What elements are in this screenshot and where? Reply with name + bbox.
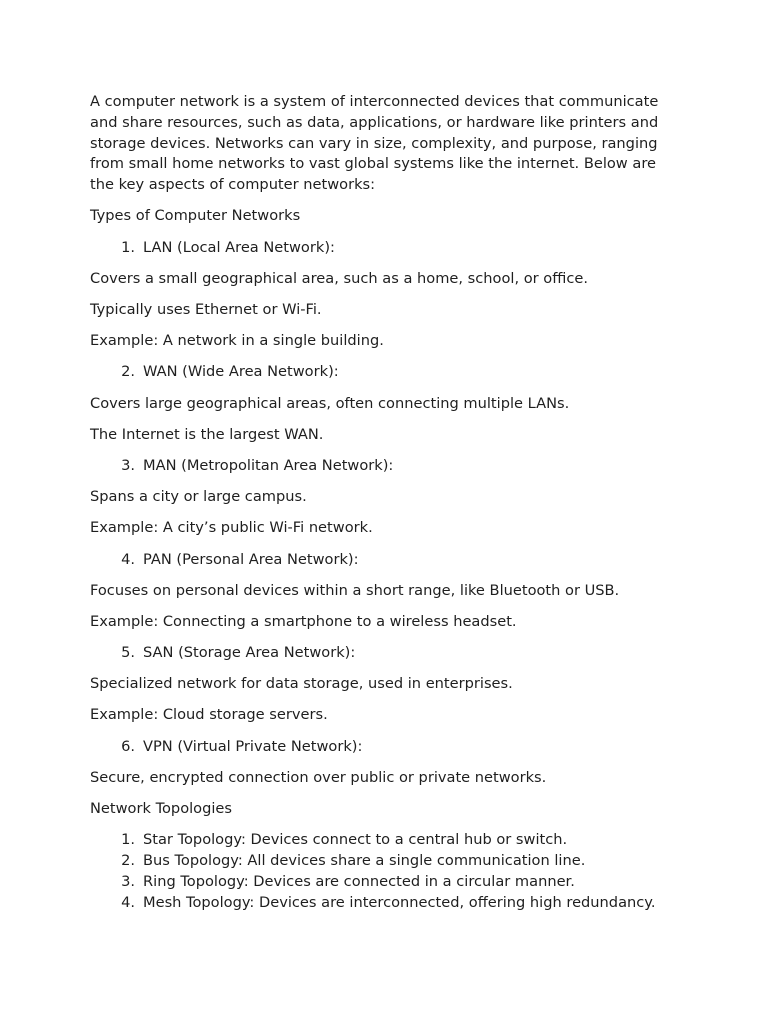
list-number: 3.	[121, 456, 135, 474]
type-detail: Covers large geographical areas, often connecting multiple LANs.	[90, 394, 570, 412]
type-title: WAN (Wide Area Network):	[143, 363, 339, 381]
type-item-san	[90, 643, 682, 674]
type-title: SAN (Storage Area Network):	[143, 644, 356, 662]
intro-paragraph: A computer network is a system of interconnected devices that communicate and share resources, such as data, applications, or hardware like printers and storage devices. Networks can vary in size, complexity, and purpose, ranging from small home networks to vast global systems like the internet. Below are the key aspects of computer networks:	[90, 93, 659, 194]
type-title: MAN (Metropolitan Area Network):	[143, 456, 394, 474]
list-number: 4.	[121, 893, 135, 911]
list-number: 4.	[121, 550, 135, 568]
topology-text: Ring Topology: Devices are connected in a circular manner.	[143, 872, 575, 890]
type-title: LAN (Local Area Network):	[143, 238, 335, 256]
list-number: 1.	[121, 831, 135, 849]
type-detail: Example: A network in a single building.	[90, 332, 384, 350]
list-number: 2.	[121, 852, 135, 870]
topology-text: Star Topology: Devices connect to a central hub or switch.	[143, 831, 568, 849]
type-detail: Example: Connecting a smartphone to a wireless headset.	[90, 612, 517, 630]
type-detail: Example: Cloud storage servers.	[90, 706, 328, 724]
type-detail: Secure, encrypted connection over public or private networks.	[90, 768, 547, 786]
topology-text: Mesh Topology: Devices are interconnected, offering high redundancy.	[143, 893, 656, 911]
topology-text: Bus Topology: All devices share a single communication line.	[143, 852, 586, 870]
types-heading: Types of Computer Networks	[90, 207, 301, 225]
list-number: 5.	[121, 644, 135, 662]
list-number: 3.	[121, 872, 135, 890]
list-number: 1.	[121, 238, 135, 256]
type-title: PAN (Personal Area Network):	[143, 550, 359, 568]
type-title: VPN (Virtual Private Network):	[143, 737, 363, 755]
type-detail: The Internet is the largest WAN.	[90, 425, 324, 443]
topologies-heading: Network Topologies	[90, 800, 233, 818]
list-item	[90, 872, 682, 893]
list-number: 6.	[121, 737, 135, 755]
type-item-man	[90, 456, 682, 487]
list-number: 2.	[121, 363, 135, 381]
type-item-wan	[90, 362, 682, 393]
type-detail: Specialized network for data storage, used in enterprises.	[90, 675, 513, 693]
type-item-vpn	[90, 737, 682, 768]
type-item-pan	[90, 550, 682, 581]
type-detail: Typically uses Ethernet or Wi-Fi.	[90, 301, 322, 319]
type-detail: Covers a small geographical area, such as a home, school, or office.	[90, 269, 588, 287]
document-page	[90, 92, 682, 913]
list-item	[90, 851, 682, 872]
type-detail: Spans a city or large campus.	[90, 488, 307, 506]
list-item	[90, 830, 682, 851]
topologies-list	[90, 830, 682, 913]
list-item	[90, 893, 682, 914]
type-detail: Example: A city’s public Wi-Fi network.	[90, 519, 373, 537]
type-item-lan	[90, 238, 682, 269]
type-detail: Focuses on personal devices within a short range, like Bluetooth or USB.	[90, 581, 620, 599]
